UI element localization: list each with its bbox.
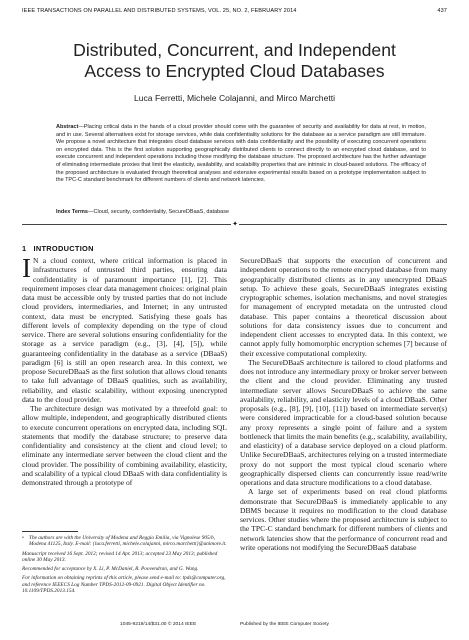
publisher-footer: Published by the IEEE Computer Society	[240, 622, 329, 627]
copyright-footer: 1045-9219/14/$31.00 © 2014 IEEE	[120, 622, 197, 627]
recommendation-note: Recommended for acceptance by X. Li, P. McDaniel, R. Poovendran, and G. Wang.	[22, 566, 199, 573]
drop-cap: I	[22, 253, 31, 283]
author-affiliation-note: The authors are with the University of Modena and Reggio Emilia, via Vignolese 905/b, Modena 41125, Italy. E-mail: {luca.ferretti, michele.colajanni, mirco.marchetti}@unimore.it.	[29, 535, 227, 548]
title-line-2: Access to Encrypted Cloud Databases	[84, 61, 385, 81]
body-column-left	[22, 253, 227, 487]
footnotes	[22, 535, 227, 597]
intro-paragraph-2: The architecture design was motivated by a threefold goal: to allow multiple, independent, and geographically distributed clients to execute concurrent operations on encrypted data, including SQL statements that modify the database structure; to preserve data confidentiality and consistency at the client and cloud level; to eliminate any intermediate server between the cloud client and the cloud provider. The possibility of combining availability, elasticity, and scalability of a typical cloud DBaaS with data confidentiality is demonstrated through a prototype of	[22, 404, 227, 487]
section-heading	[22, 244, 94, 253]
paper-title	[20, 40, 449, 82]
page-number: 437	[437, 8, 447, 14]
title-line-1: Distributed, Concurrent, and Independent	[73, 40, 396, 60]
running-header	[22, 8, 447, 18]
intro-paragraph-1: N a cloud context, where critical information is placed in infrastructures of untrusted third parties, ensuring data confidentiality is of paramount importance [1], [2]. This requirement imposes clear data management choices: original plain data must be accessible only by trusted parties that do not include cloud providers, intermediaries, and Internet; in any untrusted context, data must be encrypted. Satisfying these goals has different levels of complexity depending on the type of cloud service. There are several solutions ensuring confidentiality for the storage as a service paradigm (e.g., [3], [4], [5]), while guaranteeing confidentiality in the database as a service (DBaaS) paradigm [6] is still an open research area. In this context, we propose SecureDBaaS as the first solution that allows cloud tenants to take full advantage of DBaaS qualities, such as availability, reliability, and elastic scalability, without exposing unencrypted data to the cloud provider.	[22, 256, 227, 404]
footnote-rule	[22, 531, 78, 532]
index-terms-label: Index Terms	[56, 209, 88, 215]
footnote-bullet-icon: •	[22, 535, 24, 541]
reprints-note: For information on obtaining reprints of this article, please send e-mail to: tpds@computer.org, and reference IEEECS Log Number TPDS-2012-09-0921. Digital Object Identifier no. 10.1109/TPDS.2013.154.	[22, 575, 226, 595]
manuscript-note: Manuscript received 16 Sept. 2012; revised 14 Apr. 2013; accepted 23 May 2013; published online 30 May 2013.	[22, 550, 218, 563]
author-list: Luca Ferretti, Michele Colajanni, and Mirco Marchetti	[133, 93, 336, 103]
intro-paragraph-4: The SecureDBaaS architecture is tailored to cloud platforms and does not introduce any intermediary proxy or broker server between the client and the cloud provider. Eliminating any trusted intermediate server allows SecureDBaaS to achieve the same availability, reliability, and elasticity levels of a cloud DBaaS. Other proposals (e.g., [8], [9], [10], [11]) based on intermediate server(s) were considered impracticable for a cloud-based solution because any proxy represents a single point of failure and a system bottleneck that limits the main benefits (e.g., scalability, availability, and elasticity) of a database service deployed on a cloud platform. Unlike SecureDBaaS, architectures relying on a trusted intermediate proxy do not support the most typical cloud scenario where geographically dispersed clients can concurrently issue read/write operations and data structure modifications to a cloud database.	[240, 357, 447, 487]
intro-paragraph-3: SecureDBaaS that supports the execution of concurrent and independent operations to the remote encrypted database from many geographically distributed clients as in any unencrypted DBaaS setup. To achieve these goals, SecureDBaaS integrates existing cryptographic schemes, isolation mechanisms, and novel strategies for management of encrypted metadata on the untrusted cloud database. This paper contains a theoretical discussion about solutions for data consistency issues due to concurrent and independent client accesses to encrypted data. In this context, we cannot apply fully homomorphic encryption schemes [7] because of their excessive computational complexity.	[240, 256, 447, 358]
divider-diamond-icon: ✦	[232, 220, 238, 228]
abstract-label: Abstract	[56, 124, 79, 130]
abstract-text: —Placing critical data in the hands of a cloud provider should come with the guarantee of security and availability for data at rest, in motion, and in use. Several alternatives exist for storage services, while data confidentiality solutions for the database as a service paradigm are still immature. We propose a novel architecture that integrates cloud database services with data confidentiality and the possibility of executing concurrent operations on encrypted data. This is the first solution supporting geographically distributed clients to connect directly to an encrypted cloud database, and to execute concurrent and independent operations including those modifying the database structure. The proposed architecture has the further advantage of eliminating intermediate proxies that limit the elasticity, availability, and scalability properties that are intrinsic in cloud-based solutions. The efficacy of the proposed architecture is evaluated through theoretical analyses and extensive experimental results based on a prototype implementation subject to the TPC-C standard benchmark for different numbers of clients and network latencies.	[56, 124, 426, 184]
section-title: INTRODUCTION	[33, 244, 94, 253]
index-terms	[56, 209, 426, 215]
intro-paragraph-5: A large set of experiments based on real cloud platforms demonstrate that SecureDBaaS is immediately applicable to any DBMS because it requires no modification to the cloud database services. Other studies where the proposed architecture is subject to the TPC-C standard benchmark for different numbers of clients and network latencies show that the performance of concurrent read and write operations not modifying the SecureDBaaS database	[240, 487, 447, 552]
index-terms-text: —Cloud, security, confidentiality, SecureDBaaS, database	[88, 209, 230, 215]
journal-header: IEEE TRANSACTIONS ON PARALLEL AND DISTRIBUTED SYSTEMS, VOL. 25, NO. 2, FEBRUARY 2014	[22, 8, 297, 14]
abstract	[56, 124, 426, 185]
section-number: 1	[22, 244, 27, 253]
body-column-right	[240, 256, 447, 552]
